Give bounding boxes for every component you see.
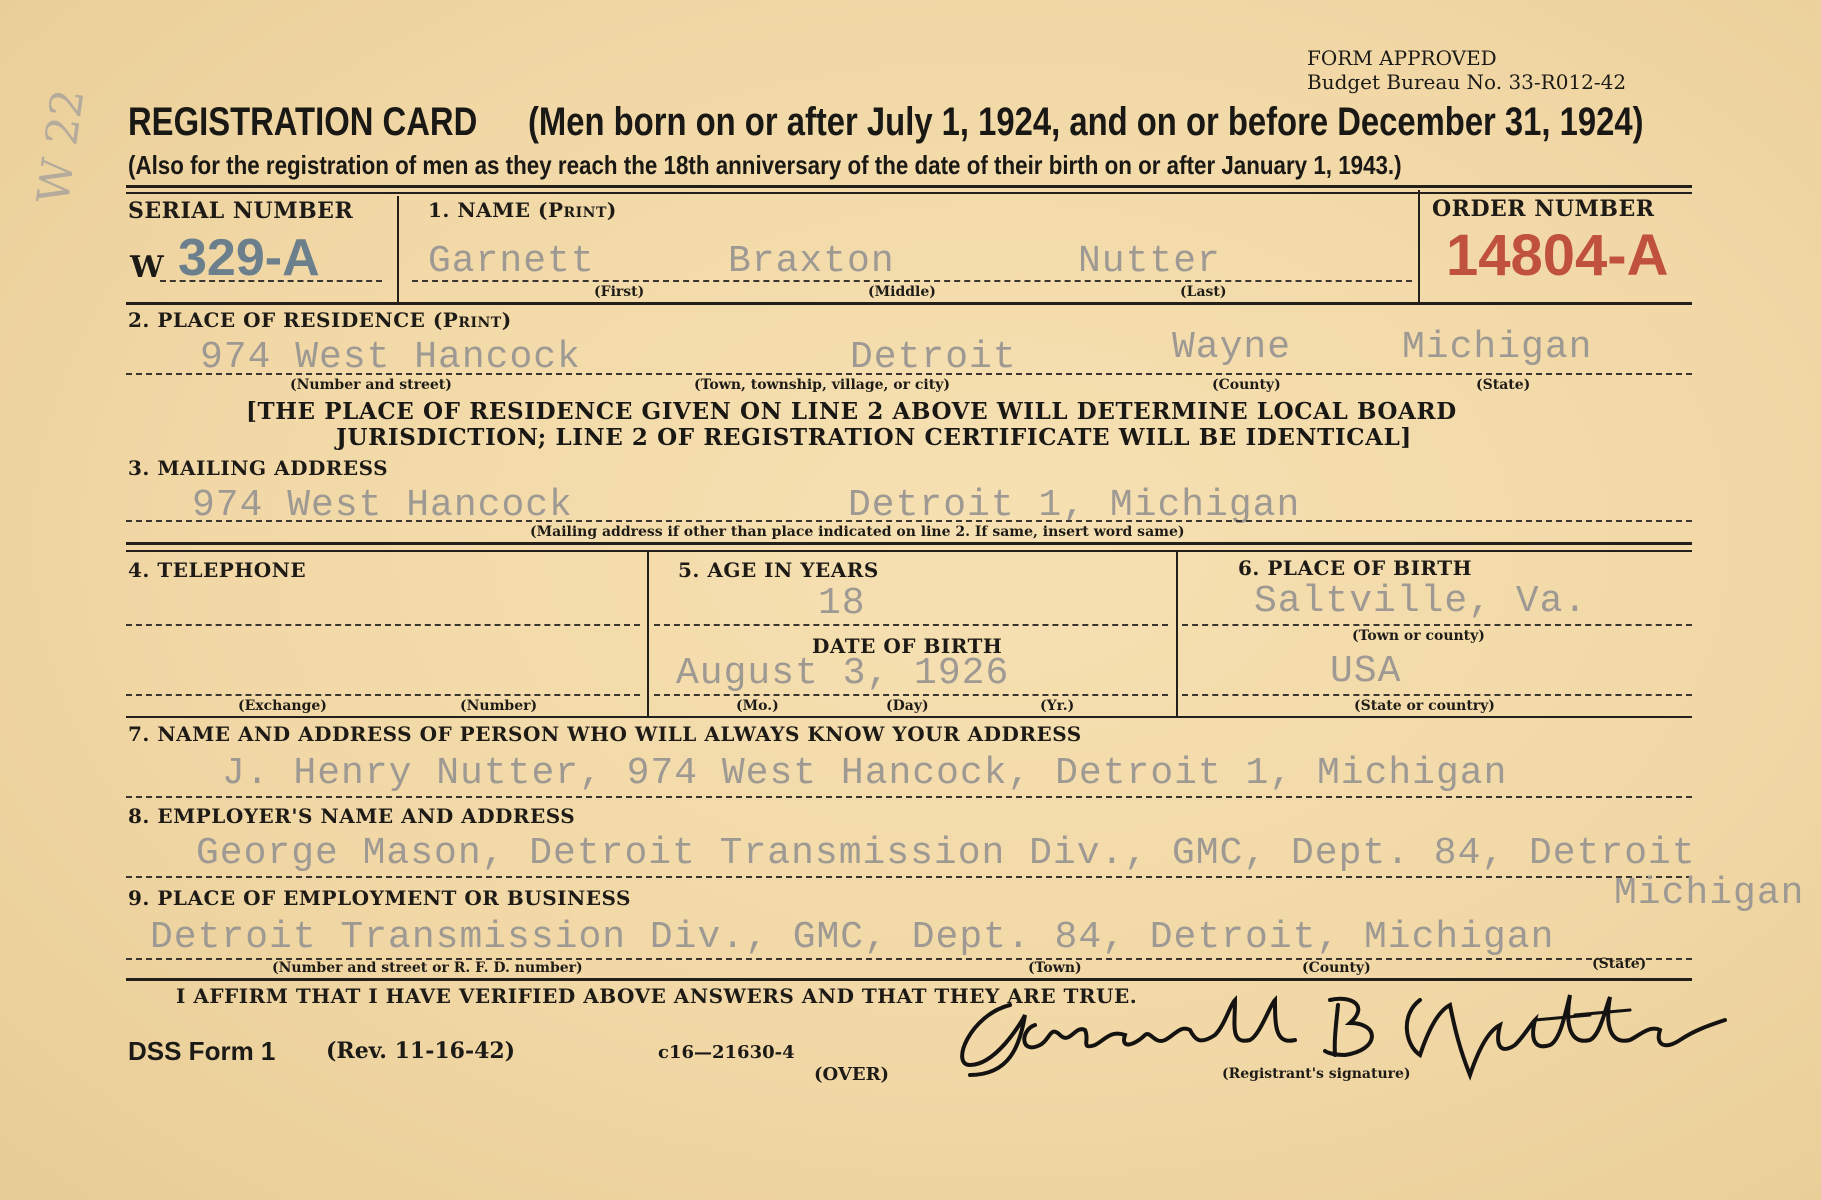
age-value: 18 [818,582,866,625]
residence-state: Michigan [1402,326,1593,369]
telephone-line-2 [126,694,640,696]
mailing-line [126,520,1692,522]
dob-mo-caption: (Mo.) [736,698,779,714]
print-code: c16—21630-4 [658,1042,795,1063]
order-label: ORDER NUMBER [1432,196,1655,222]
jurisdiction-line-1: [THE PLACE OF RESIDENCE GIVEN ON LINE 2 ABOVE WILL DETERMINE LOCAL BOARD [246,398,1457,425]
residence-town-caption: (Town, township, village, or city) [694,377,950,393]
rule [126,550,1692,552]
contact-label: 7. NAME AND ADDRESS OF PERSON WHO WILL ALWAYS KNOW YOUR ADDRESS [128,722,1082,746]
age-label: 5. AGE IN YEARS [678,558,879,582]
name-label: 1. NAME (Print) [428,198,617,222]
divider [1418,190,1420,304]
mailing-caption: (Mailing address if other than place indicated on line 2. If same, insert word same) [530,524,1185,540]
card-title: REGISTRATION CARD [128,100,478,144]
divider [1176,552,1178,716]
residence-town: Detroit [850,336,1017,379]
residence-state-caption: (State) [1476,377,1531,393]
budget-bureau: Budget Bureau No. 33-R012-42 [1307,70,1627,94]
residence-street-caption: (Number and street) [290,377,452,393]
rule [126,978,1692,981]
dob-label: DATE OF BIRTH [812,634,1003,658]
telephone-exchange-caption: (Exchange) [238,698,327,714]
dob-value: August 3, 1926 [676,652,1010,695]
name-middle-caption: (Middle) [868,284,936,300]
card-subtitle: (Also for the registration of men as they reach the 18th anniversary of the date of their birth on or after January 1, 1943.) [128,150,1402,180]
form-approved: FORM APPROVED [1307,46,1497,70]
signature-caption: (Registrant's signature) [1222,1066,1411,1082]
order-value: 14804-A [1446,223,1669,288]
telephone-number-caption: (Number) [460,698,538,714]
telephone-label: 4. TELEPHONE [128,558,307,582]
residence-label: 2. PLACE OF RESIDENCE (Print) [128,308,512,332]
contact-value: J. Henry Nutter, 974 West Hancock, Detroit 1, Michigan [222,752,1508,795]
form-revision: (Rev. 11-16-42) [326,1038,516,1064]
dob-yr-caption: (Yr.) [1040,698,1075,714]
rule [126,716,1692,718]
form-number: DSS Form 1 [128,1036,276,1066]
birthplace-town-caption: (Town or county) [1352,628,1485,644]
jurisdiction-line-2: JURISDICTION; LINE 2 OF REGISTRATION CERTIFICATE WILL BE IDENTICAL] [336,424,1412,451]
name-middle: Braxton [728,240,895,283]
name-line [412,280,1412,282]
dob-line [654,694,1168,696]
affirm-statement: I AFFIRM THAT I HAVE VERIFIED ABOVE ANSWERS AND THAT THEY ARE TRUE. [176,984,1138,1008]
serial-label: SERIAL NUMBER [128,198,354,224]
employment-street-caption: (Number and street or R. F. D. number) [272,960,583,976]
dob-day-caption: (Day) [886,698,929,714]
divider [397,196,399,304]
birthplace-line-2 [1182,694,1692,696]
employment-county-caption: (County) [1302,960,1371,976]
telephone-line-1 [126,624,640,626]
rule [126,185,1692,188]
birthplace-country: USA [1330,650,1402,693]
employment-town-caption: (Town) [1028,960,1082,976]
rule [126,302,1692,305]
mailing-label: 3. MAILING ADDRESS [128,456,389,480]
serial-prefix: W [130,250,164,285]
residence-county: Wayne [1172,326,1292,369]
age-line [654,624,1168,626]
rule [126,192,1692,194]
employment-state-caption: (State) [1592,956,1647,972]
employer-line [126,876,1692,878]
name-first: Garnett [428,240,595,283]
residence-line [126,373,1692,375]
birthplace-country-caption: (State or country) [1354,698,1495,714]
serial-line [160,280,382,282]
rule [126,542,1692,545]
card-title-paren: (Men born on or after July 1, 1924, and on or before December 31, 1924) [528,100,1644,144]
employer-overflow: Michigan [1614,872,1805,915]
mailing-city: Detroit 1, Michigan [848,484,1301,527]
employer-value: George Mason, Detroit Transmission Div., GMC, Dept. 84, Detroit [196,832,1696,875]
employment-label: 9. PLACE OF EMPLOYMENT OR BUSINESS [128,886,631,910]
residence-county-caption: (County) [1212,377,1281,393]
margin-note: W 22 [28,85,95,208]
contact-line [126,796,1692,798]
birthplace-town: Saltville, Va. [1254,580,1588,623]
name-last: Nutter [1078,240,1221,283]
employment-value: Detroit Transmission Div., GMC, Dept. 84, Detroit, Michigan [150,916,1555,959]
mailing-street: 974 West Hancock [192,484,573,527]
birthplace-line-1 [1182,624,1692,626]
over-note: (OVER) [814,1064,890,1085]
name-last-caption: (Last) [1180,284,1227,300]
birthplace-label: 6. PLACE OF BIRTH [1238,556,1472,580]
serial-value: 329-A [178,229,320,287]
residence-street: 974 West Hancock [200,336,581,379]
divider [647,552,649,716]
employer-label: 8. EMPLOYER'S NAME AND ADDRESS [128,804,576,828]
name-first-caption: (First) [594,284,645,300]
